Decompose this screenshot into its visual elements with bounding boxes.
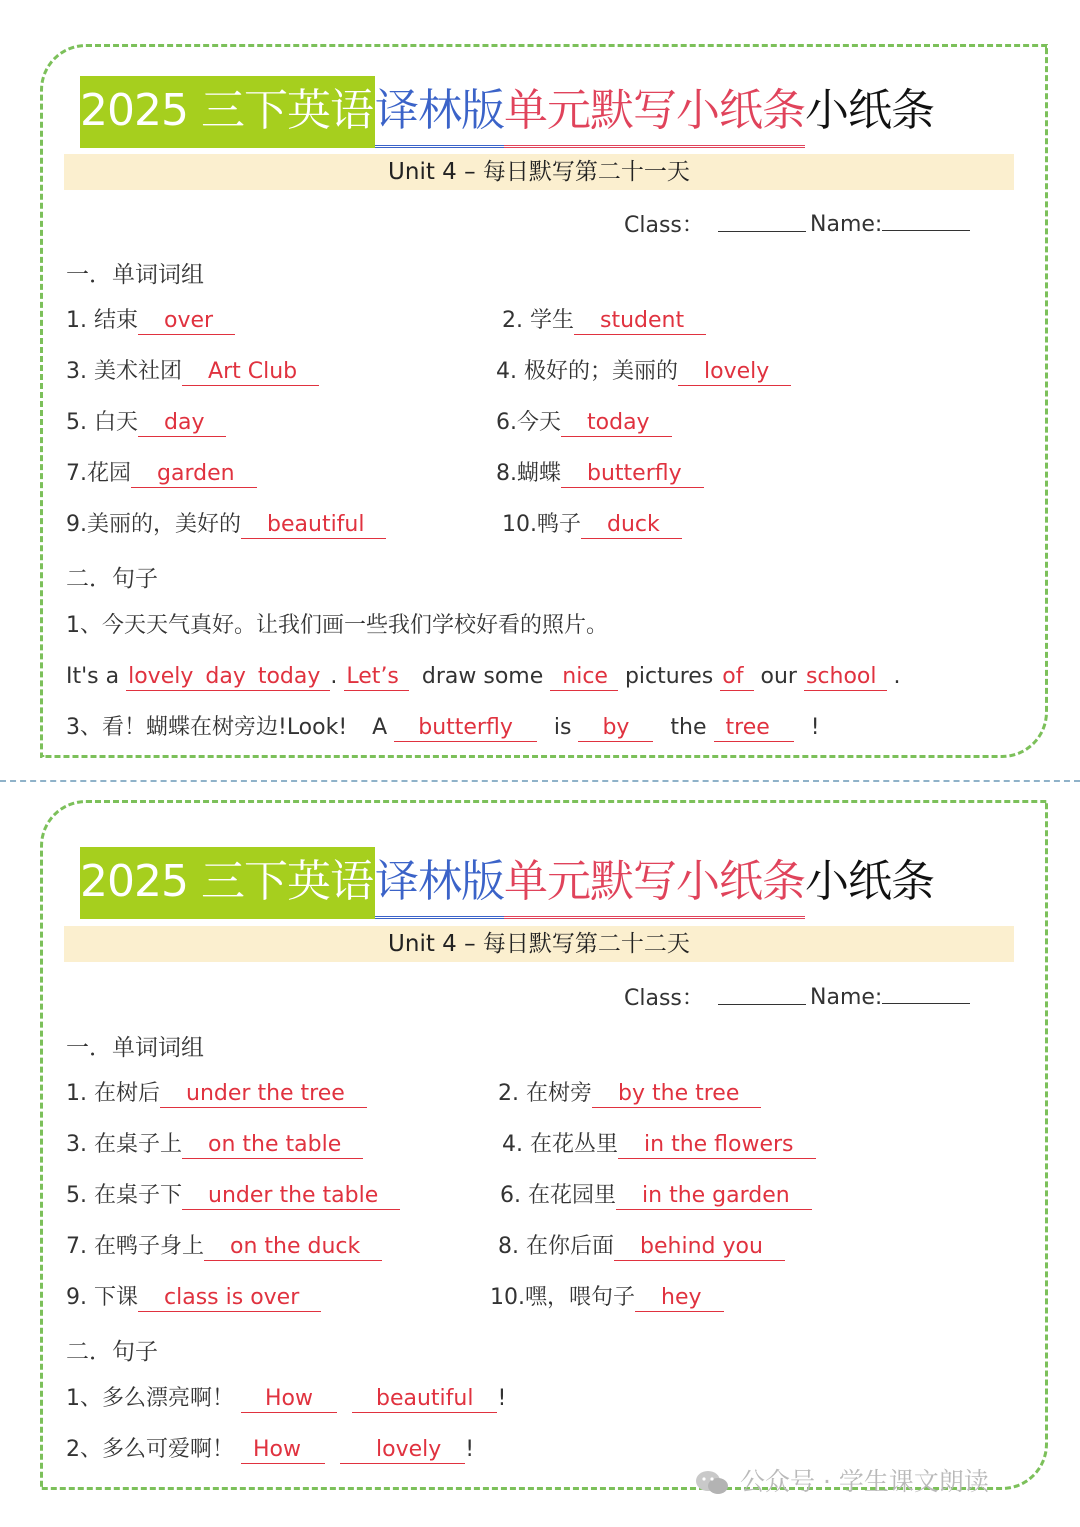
answer: Art Club — [182, 359, 319, 386]
card2-banner: Unit 4 – 每日默写第二十二天 — [64, 926, 1014, 962]
answer: under the table — [182, 1183, 400, 1210]
word-item: 3. 在桌子上 on the table — [66, 1130, 363, 1160]
answer: class is over — [138, 1285, 321, 1312]
sentence-1: 1、多么漂亮啊！ How beautiful ! — [66, 1386, 507, 1411]
name-label: Name: — [810, 985, 883, 1010]
word-item: 4. 在花丛里 in the flowers — [502, 1130, 816, 1160]
watermark-text: 公众号 · 学生课文朗读 — [740, 1467, 989, 1496]
word-item: 6. 在花园里 in the garden — [500, 1181, 812, 1211]
word-item: 7. 在鸭子身上 on the duck — [66, 1232, 382, 1262]
answer: today — [561, 410, 672, 437]
name-blank[interactable] — [882, 208, 970, 231]
word-item: 2. 在树旁 by the tree — [498, 1079, 761, 1109]
answer: Let’s — [344, 664, 409, 691]
answer: in the garden — [616, 1183, 812, 1210]
answer: of — [720, 664, 753, 691]
class-blank[interactable] — [718, 982, 806, 1005]
card2-section-words: 一．单词词组 — [66, 1035, 204, 1061]
sentence-1-english: It's a lovely day today . Let’s draw some nice pictures of our school . — [66, 664, 901, 689]
word-item: 10.嘿，喂句子 hey — [490, 1283, 724, 1313]
answer: over — [138, 308, 235, 335]
class-field[interactable] — [624, 981, 806, 1012]
answer: student — [574, 308, 706, 335]
title-part-year: 2025 三下英语 — [80, 76, 375, 148]
card2-section-sentences: 二．句子 — [66, 1339, 158, 1365]
answer: beautiful — [241, 512, 386, 539]
answer: duck — [581, 512, 682, 539]
title-part-edition: 译林版 — [375, 847, 504, 919]
card1-title — [80, 76, 934, 148]
answer: How — [241, 1437, 325, 1464]
word-item: 9.美丽的，美好的 beautiful — [66, 510, 386, 540]
title-part-note: 小纸条 — [804, 85, 934, 136]
answer: in the flowers — [618, 1132, 816, 1159]
answer: nice — [550, 664, 618, 691]
title-part-edition: 译林版 — [375, 76, 504, 148]
answer: butterfly — [394, 715, 537, 742]
dictation-card-day21 — [40, 44, 1048, 758]
word-item: 1. 在树后 under the tree — [66, 1079, 367, 1109]
answer: tree — [714, 715, 794, 742]
answer: school — [804, 664, 887, 691]
class-label: Class： — [624, 213, 704, 238]
word-item: 8.蝴蝶 butterfly — [496, 459, 704, 489]
answer: day — [138, 410, 226, 437]
title-part-dictation: 单元默写小纸条 — [504, 76, 805, 148]
card1-section-words: 一．单词词组 — [66, 262, 204, 288]
word-item: 3. 美术社团 Art Club — [66, 357, 319, 387]
word-item: 10.鸭子 duck — [502, 510, 682, 540]
answer: under the tree — [160, 1081, 367, 1108]
title-part-note: 小纸条 — [804, 856, 934, 907]
answer: hey — [635, 1285, 724, 1312]
answer: lovely — [126, 664, 203, 691]
answer: lovely — [340, 1437, 465, 1464]
wechat-icon — [694, 1469, 730, 1497]
name-field[interactable] — [810, 208, 970, 237]
word-item: 9. 下课 class is over — [66, 1283, 321, 1313]
name-blank[interactable] — [882, 981, 970, 1004]
word-item: 2. 学生 student — [502, 306, 706, 336]
sentence-3: 3、看！蝴蝶在树旁边!Look! A butterfly is by the tree ! — [66, 715, 820, 740]
word-item: 6.今天 today — [496, 408, 672, 438]
word-item: 4. 极好的；美丽的 lovely — [496, 357, 791, 387]
answer: behind you — [614, 1234, 785, 1261]
word-item: 1. 结束 over — [66, 306, 235, 336]
watermark — [694, 1462, 989, 1498]
title-part-year: 2025 三下英语 — [80, 847, 375, 919]
answer: on the duck — [204, 1234, 382, 1261]
word-item: 8. 在你后面 behind you — [498, 1232, 785, 1262]
card2-title — [80, 847, 934, 919]
answer: on the table — [182, 1132, 363, 1159]
answer: by the tree — [592, 1081, 761, 1108]
card1-banner: Unit 4 – 每日默写第二十一天 — [64, 154, 1014, 190]
answer: beautiful — [352, 1386, 497, 1413]
class-field[interactable] — [624, 208, 806, 239]
answer: lovely — [678, 359, 791, 386]
title-part-dictation: 单元默写小纸条 — [504, 847, 805, 919]
word-item: 7.花园 garden — [66, 459, 257, 489]
answer: day — [203, 664, 255, 691]
sentence-2: 2、多么可爱啊！ How lovely ! — [66, 1437, 475, 1462]
name-label: Name: — [810, 212, 883, 237]
answer: butterfly — [561, 461, 704, 488]
answer: How — [241, 1386, 337, 1413]
answer: garden — [131, 461, 257, 488]
answer: by — [578, 715, 653, 742]
word-item: 5. 白天 day — [66, 408, 226, 438]
class-blank[interactable] — [718, 209, 806, 232]
card1-section-sentences: 二．句子 — [66, 566, 158, 592]
sentence-1-chinese: 1、今天天气真好。让我们画一些我们学校好看的照片。 — [66, 613, 608, 638]
cut-line-divider — [0, 780, 1080, 782]
word-item: 5. 在桌子下 under the table — [66, 1181, 400, 1211]
name-field[interactable] — [810, 981, 970, 1010]
class-label: Class： — [624, 986, 704, 1011]
answer: today — [256, 664, 331, 691]
